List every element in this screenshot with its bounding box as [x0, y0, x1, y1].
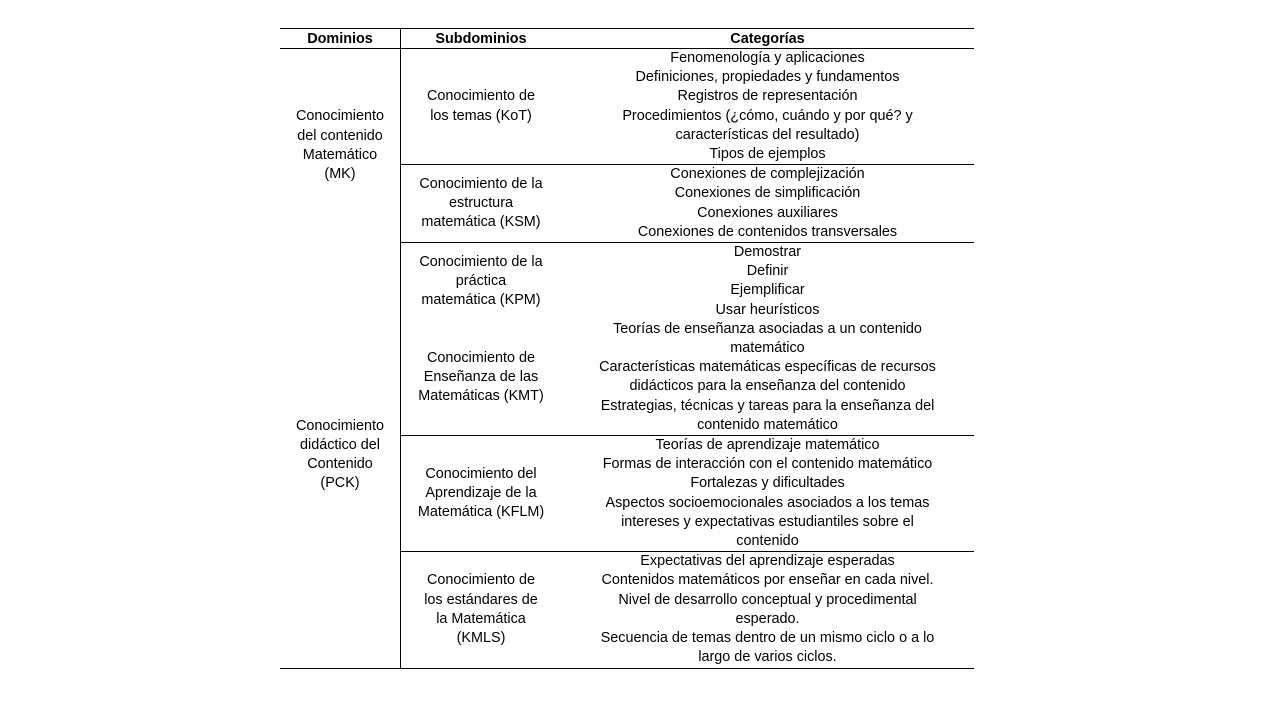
categories-kmt: [561, 320, 974, 436]
subdomain-ksm: Conocimiento de la estructura matemática (KSM): [401, 165, 562, 243]
category-item: Tipos de ejemplos: [709, 146, 826, 163]
category-item: Teorías de enseñanza asociadas a un contenido matemático: [613, 320, 922, 357]
category-item: Ejemplificar: [730, 282, 805, 299]
subdomain-kmt: Conocimiento de Enseñanza de las Matemáticas (KMT): [418, 349, 544, 405]
category-item: Expectativas del aprendizaje esperadas: [640, 553, 895, 570]
category-item: Conexiones de complejización: [670, 166, 865, 183]
categories-kmls: [561, 552, 974, 668]
header-row: [280, 29, 974, 49]
category-item: Aspectos socioemocionales asociados a los temas intereses y expectativas estudiantiles sobre el contenido: [605, 494, 930, 550]
header-categories: Categorías: [561, 29, 974, 49]
category-item: Secuencia de temas dentro de un mismo ciclo o a lo largo de varios ciclos.: [600, 630, 935, 666]
category-item: Características matemáticas específicas de recursos didácticos para la enseñanza del contenido: [599, 359, 936, 395]
category-item: Usar heurísticos: [715, 301, 820, 318]
table-row: [280, 49, 974, 165]
knowledge-table: [280, 28, 974, 669]
category-item: Demostrar: [733, 244, 802, 261]
category-item: Estrategias, técnicas y tareas para la enseñanza del contenido matemático: [600, 397, 935, 433]
category-item: Fenomenología y aplicaciones: [670, 50, 865, 66]
domain-mk: Conocimiento del contenido Matemático (MK): [280, 49, 401, 243]
domain-pck: Conocimiento didáctico del Contenido (PCK): [280, 243, 401, 668]
header-subdomains: Subdominios: [401, 29, 562, 49]
categories-ksm: [561, 165, 974, 243]
category-item: Definir: [746, 263, 789, 280]
category-item: Fortalezas y dificultades: [690, 475, 845, 492]
categories-kpm: [561, 243, 974, 320]
category-item: Registros de representación: [677, 88, 858, 105]
categories-kflm: [561, 436, 974, 552]
header-domains: Dominios: [280, 29, 401, 49]
category-item: Contenidos matemáticos por enseñar en cada nivel.: [601, 572, 934, 589]
category-item: Conexiones de simplificación: [674, 185, 861, 202]
category-item: Formas de interacción con el contenido matemático: [602, 456, 933, 473]
subdomain-kflm: Conocimiento del Aprendizaje de la Matemática (KFLM): [401, 436, 562, 552]
subdomain-kot: Conocimiento de los temas (KoT): [427, 88, 535, 124]
table-row: [280, 243, 974, 320]
subdomain-kmls: Conocimiento de los estándares de la Matemática (KMLS): [401, 552, 562, 668]
category-item: Nivel de desarrollo conceptual y procedimental esperado.: [618, 591, 917, 627]
categories-kot: [561, 49, 974, 165]
category-item: Procedimientos (¿cómo, cuándo y por qué? y características del resultado): [622, 107, 913, 143]
category-item: Teorías de aprendizaje matemático: [655, 437, 880, 454]
category-item: Conexiones auxiliares: [697, 204, 838, 221]
category-item: Definiciones, propiedades y fundamentos: [635, 69, 900, 86]
category-item: Conexiones de contenidos transversales: [637, 223, 898, 240]
subdomain-kpm: Conocimiento de la práctica matemática (KPM): [401, 243, 562, 320]
